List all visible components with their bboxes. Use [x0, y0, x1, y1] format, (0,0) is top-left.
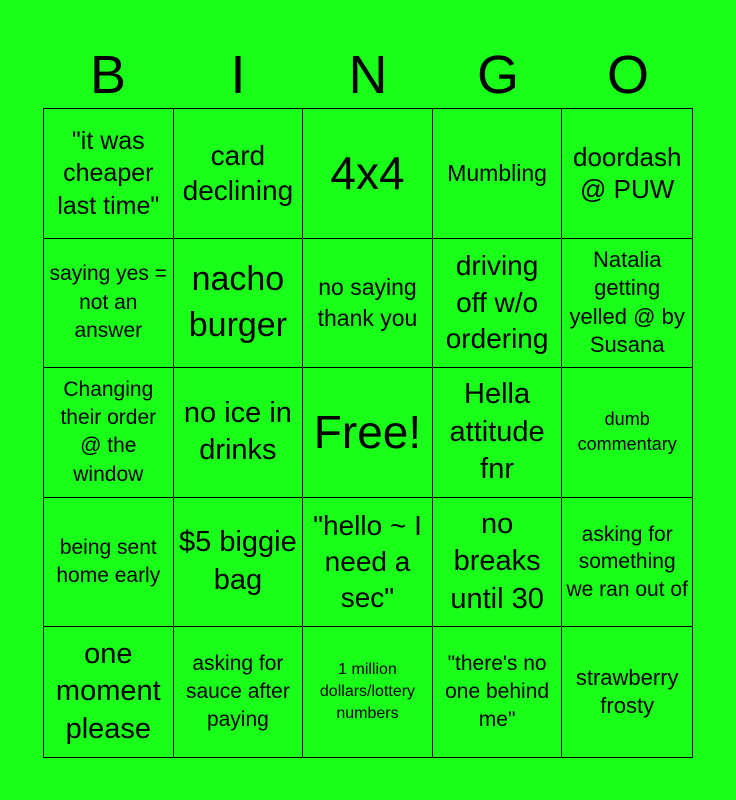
bingo-cell[interactable]	[303, 498, 433, 628]
cell-text: one moment please	[55, 637, 161, 746]
cell-text: nacho burger	[188, 260, 288, 344]
cell-text: no breaks until 30	[450, 507, 544, 615]
cell-text: asking for something we ran out of	[566, 523, 688, 601]
header-letter-g: G	[476, 45, 519, 105]
cell-text: "there's no one behind me"	[445, 651, 550, 732]
header-letter-b: B	[89, 45, 127, 105]
bingo-cell[interactable]	[433, 498, 563, 628]
bingo-cell[interactable]	[44, 498, 174, 628]
bingo-cell[interactable]	[562, 109, 692, 239]
bingo-cell[interactable]	[174, 109, 304, 239]
bingo-cell[interactable]	[562, 239, 692, 369]
cell-text: Natalia getting yelled @ by Susana	[569, 246, 685, 358]
bingo-cell[interactable]	[174, 368, 304, 498]
cell-text: Free!	[313, 406, 422, 459]
bingo-board	[43, 108, 693, 758]
cell-text: being sent home early	[56, 535, 161, 588]
header-letter-n: N	[348, 45, 388, 105]
cell-text: card declining	[182, 140, 294, 207]
bingo-cell[interactable]	[174, 627, 304, 757]
bingo-cell[interactable]	[44, 627, 174, 757]
bingo-header	[43, 42, 693, 108]
bingo-cell[interactable]	[562, 627, 692, 757]
cell-text: no ice in drinks	[183, 396, 292, 467]
header-letter-o: O	[606, 45, 649, 105]
cell-text: dumb commentary	[577, 409, 677, 455]
cell-text: asking for sauce after paying	[185, 651, 290, 732]
bingo-cell[interactable]	[562, 368, 692, 498]
cell-text: Mumbling	[447, 159, 547, 186]
bingo-cell[interactable]	[433, 239, 563, 369]
bingo-cell[interactable]	[174, 239, 304, 369]
bingo-cell[interactable]	[433, 368, 563, 498]
cell-text: $5 biggie bag	[179, 526, 297, 597]
bingo-cell[interactable]	[303, 109, 433, 239]
cell-text: Hella attitude fnr	[449, 377, 545, 486]
cell-text: 4x4	[330, 147, 405, 199]
bingo-cell[interactable]	[303, 368, 433, 498]
cell-text: no saying thank you	[317, 273, 418, 331]
bingo-cell[interactable]	[44, 368, 174, 498]
cell-text: strawberry frosty	[575, 664, 679, 719]
bingo-cell[interactable]	[174, 498, 304, 628]
bingo-cell[interactable]	[303, 627, 433, 757]
header-letter-i: I	[230, 45, 246, 105]
cell-text: 1 million dollars/lottery numbers	[319, 660, 416, 723]
bingo-cell[interactable]	[562, 498, 692, 628]
bingo-cell[interactable]	[433, 109, 563, 239]
cell-text: "hello ~ I need a sec"	[313, 509, 422, 614]
bingo-cell[interactable]	[433, 627, 563, 757]
bingo-cell[interactable]	[44, 109, 174, 239]
cell-text: saying yes = not an answer	[49, 262, 167, 343]
bingo-cell[interactable]	[44, 239, 174, 369]
cell-text: "it was cheaper last time"	[57, 126, 160, 220]
cell-text: doordash @ PUW	[572, 141, 682, 205]
bingo-cell[interactable]	[303, 239, 433, 369]
cell-text: Changing their order @ the window	[60, 377, 157, 486]
cell-text: driving off w/o ordering	[445, 250, 549, 355]
